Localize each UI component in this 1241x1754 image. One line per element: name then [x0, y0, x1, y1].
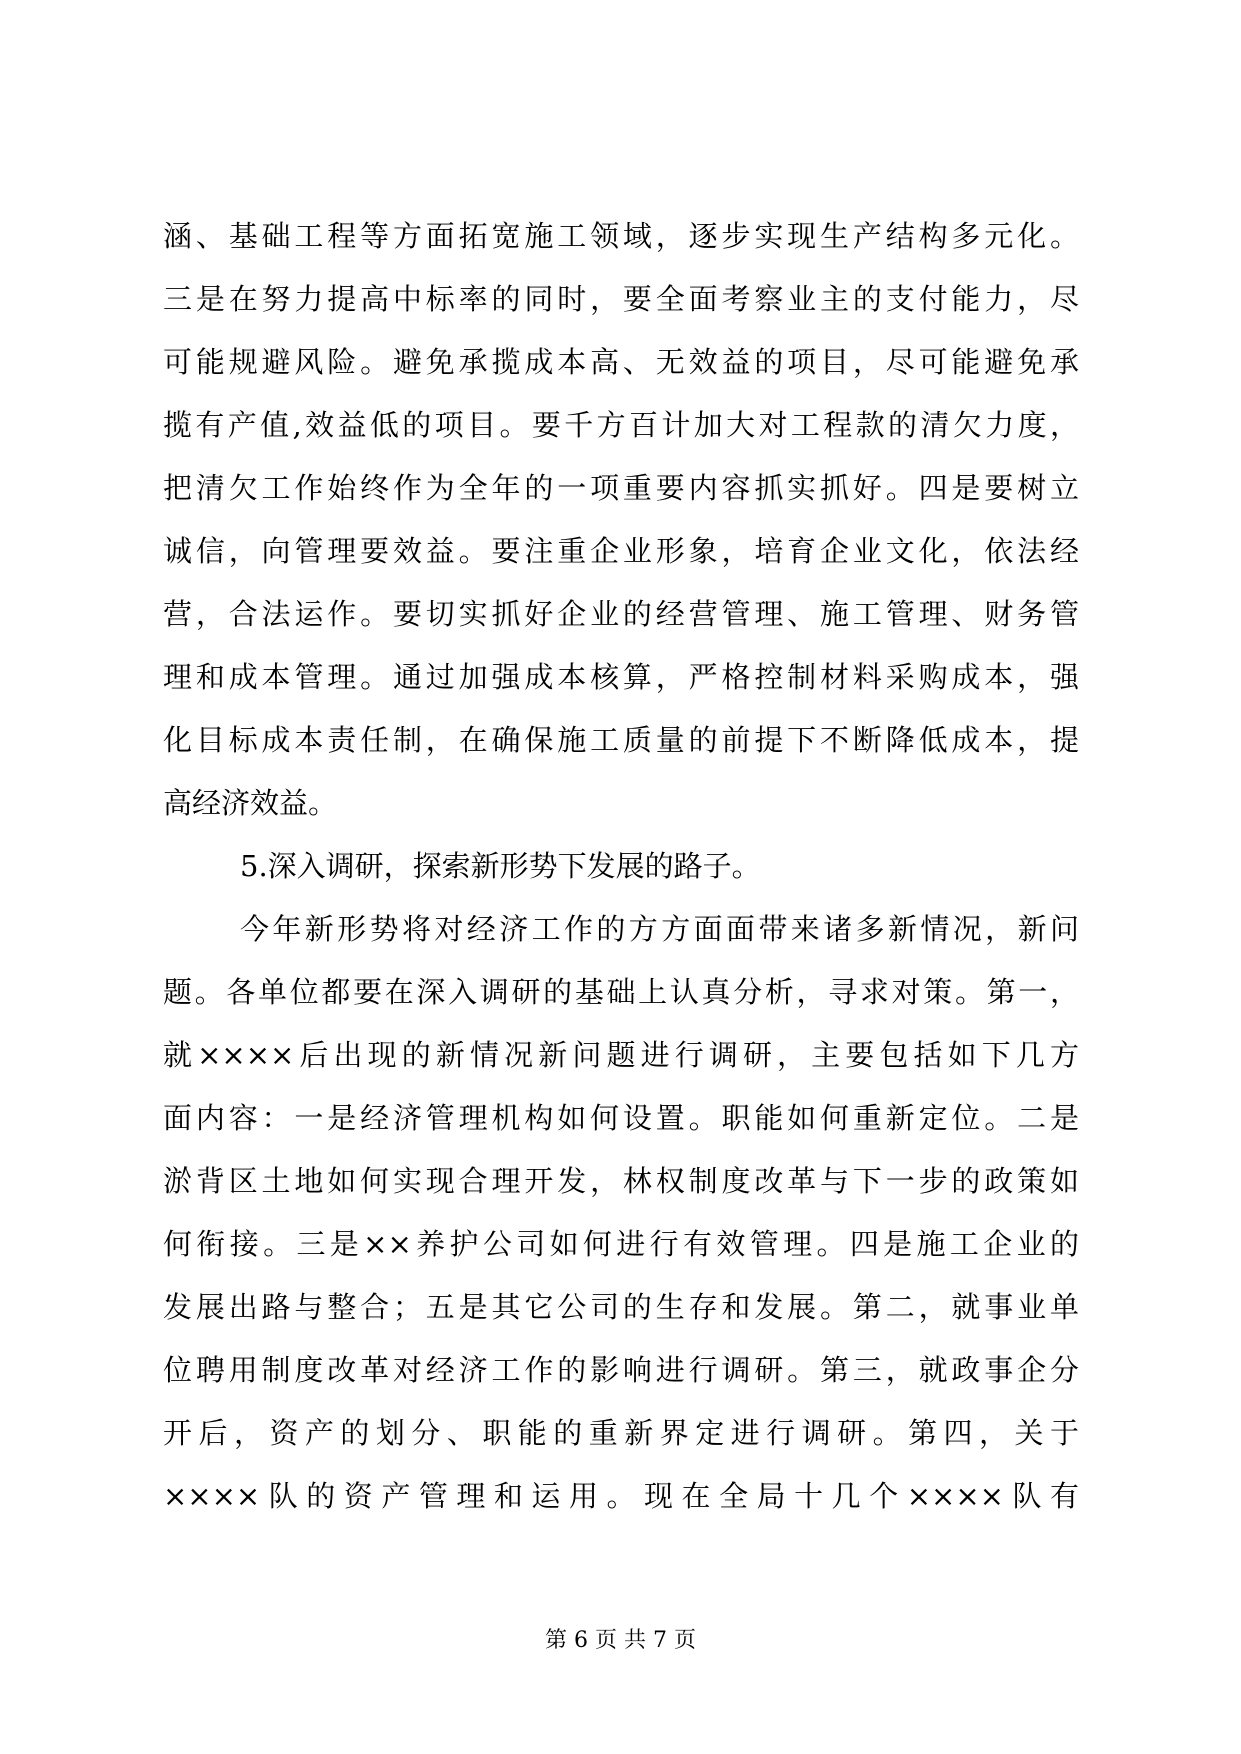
- text-line: 诚信，向管理要效益。要注重企业形象，培育企业文化，依法经: [163, 534, 1079, 568]
- text-line: 理和成本管理。通过加强成本核算，严格控制材料采购成本，强: [163, 660, 1079, 694]
- page-number-footer: 第 6 页 共 7 页: [545, 1628, 696, 1653]
- text-line: 可能规避风险。避免承揽成本高、无效益的项目，尽可能避免承: [163, 345, 1079, 379]
- text-line: 就××××后出现的新情况新问题进行调研，主要包括如下几方: [163, 1038, 1079, 1072]
- text-line: 揽有产值,效益低的项目。要千方百计加大对工程款的清欠力度，: [163, 408, 1079, 442]
- paragraph: [163, 898, 1079, 1528]
- text-line: 何衔接。三是××养护公司如何进行有效管理。四是施工企业的: [163, 1227, 1079, 1261]
- text-line: 三是在努力提高中标率的同时，要全面考察业主的支付能力，尽: [163, 282, 1079, 316]
- document-body: [163, 205, 1079, 1528]
- text-line: ××××队的资产管理和运用。现在全局十几个××××队有: [163, 1479, 1079, 1513]
- paragraph-continued: [163, 205, 1079, 835]
- text-line: 题。各单位都要在深入调研的基础上认真分析，寻求对策。第一，: [163, 975, 1079, 1009]
- text-line: 开后，资产的划分、职能的重新界定进行调研。第四，关于: [163, 1416, 1079, 1450]
- text-line: 发展出路与整合；五是其它公司的生存和发展。第二，就事业单: [163, 1290, 1079, 1324]
- text-line: 面内容：一是经济管理机构如何设置。职能如何重新定位。二是: [163, 1101, 1079, 1135]
- section-heading: 5.深入调研，探索新形势下发展的路子。: [240, 849, 761, 883]
- text-line: 位聘用制度改革对经济工作的影响进行调研。第三，就政事企分: [163, 1353, 1079, 1387]
- text-line: 把清欠工作始终作为全年的一项重要内容抓实抓好。四是要树立: [163, 471, 1079, 505]
- text-line: 淤背区土地如何实现合理开发，林权制度改革与下一步的政策如: [163, 1164, 1079, 1198]
- text-line: 涵、基础工程等方面拓宽施工领域，逐步实现生产结构多元化。: [163, 219, 1079, 253]
- text-line: 营，合法运作。要切实抓好企业的经营管理、施工管理、财务管: [163, 597, 1079, 631]
- text-line: 今年新形势将对经济工作的方方面面带来诸多新情况，新问: [240, 912, 1079, 946]
- text-line: 高经济效益。: [163, 786, 338, 820]
- text-line: 化目标成本责任制，在确保施工质量的前提下不断降低成本，提: [163, 723, 1079, 757]
